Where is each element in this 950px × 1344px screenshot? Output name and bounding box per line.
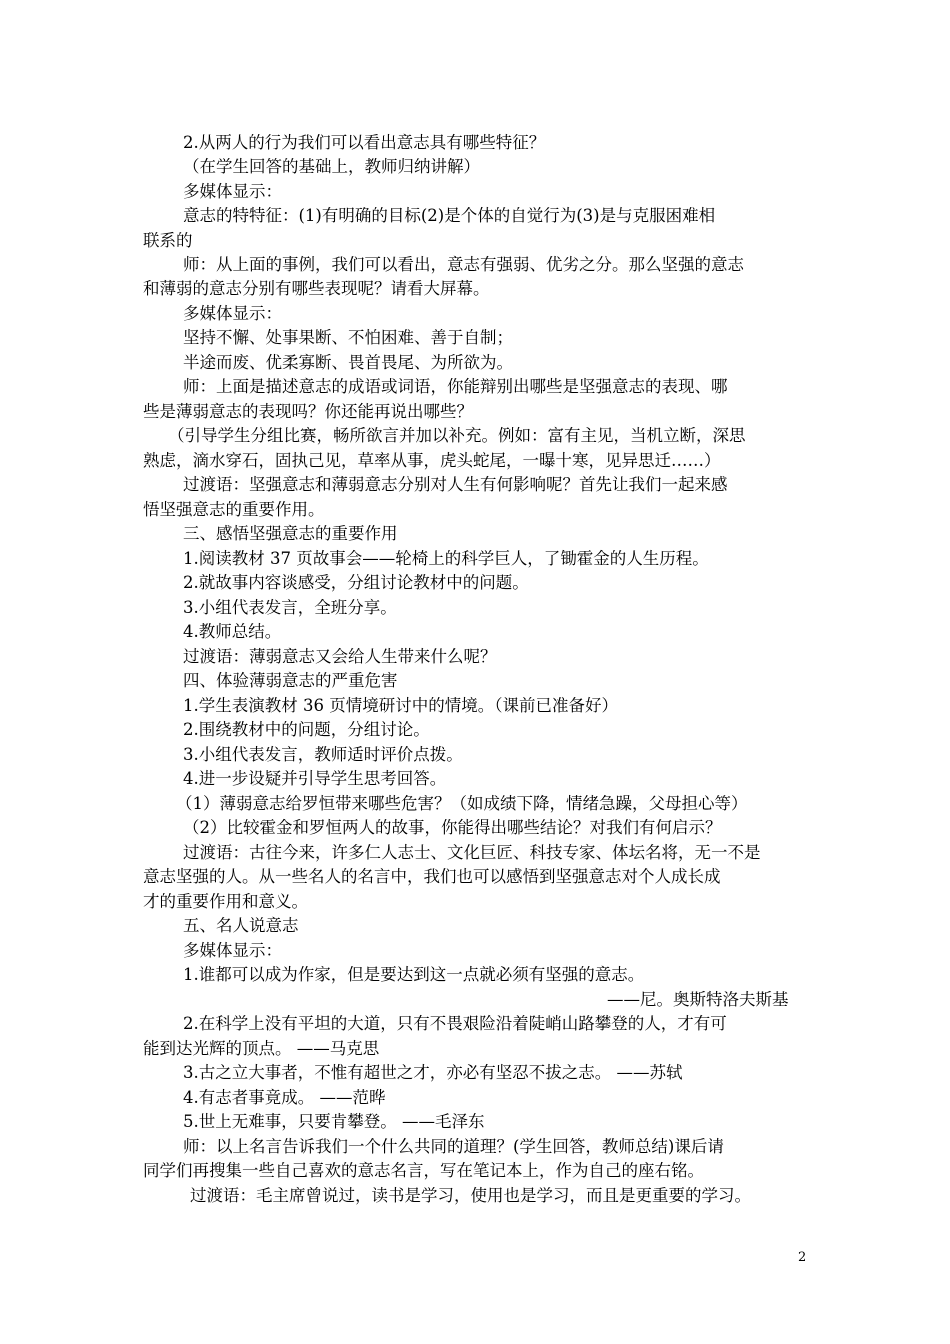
text-line: 1.谁都可以成为作家，但是要达到这一点就必须有坚强的意志。: [183, 965, 645, 984]
text-line: 意志坚强的人。从一些名人的名言中，我们也可以感悟到坚强意志对个人成长成: [143, 867, 721, 886]
text-line: 多媒体显示：: [183, 182, 282, 201]
text-line: 2.从两人的行为我们可以看出意志具有哪些特征？: [183, 133, 546, 152]
text-line: 3.古之立大事者，不惟有超世之才，亦必有坚忍不拔之志。 ——苏轼: [183, 1063, 683, 1082]
text-line: 5.世上无难事，只要肯攀登。 ——毛泽东: [183, 1112, 485, 1131]
text-line: 悟坚强意志的重要作用。: [143, 500, 325, 519]
text-line: 师：从上面的事例，我们可以看出，意志有强弱、优劣之分。那么坚强的意志: [183, 255, 744, 274]
text-line: （1）薄弱意志给罗恒带来哪些危害？（如成绩下降，情绪急躁，父母担心等）: [176, 794, 748, 813]
text-line: （在学生回答的基础上，教师归纳讲解）: [183, 157, 480, 176]
text-line: 才的重要作用和意义。: [143, 892, 308, 911]
text-line: 2.围绕教材中的问题，分组讨论。: [183, 720, 430, 739]
text-line: 半途而废、优柔寡断、畏首畏尾、为所欲为。: [183, 353, 513, 372]
text-line: 和薄弱的意志分别有哪些表现呢？请看大屏幕。: [143, 279, 490, 298]
text-line: 2.就故事内容谈感受，分组讨论教材中的问题。: [183, 573, 529, 592]
text-line: 3.小组代表发言，全班分享。: [183, 598, 397, 617]
text-line: 4.有志者事竟成。 ——范晔: [183, 1088, 386, 1107]
text-line: 4.进一步设疑并引导学生思考回答。: [183, 769, 447, 788]
text-line: 五、名人说意志: [183, 916, 299, 935]
text-line: 过渡语：古往今来，许多仁人志士、文化巨匠、科技专家、体坛名将，无一不是: [183, 843, 761, 862]
text-line: （引导学生分组比赛，畅所欲言并加以补充。例如：富有主见，当机立断，深思: [168, 426, 746, 445]
text-line: 意志的特特征：(1)有明确的目标(2)是个体的自觉行为(3)是与克服困难相: [183, 206, 716, 225]
text-line: 能到达光辉的顶点。 ——马克思: [143, 1039, 380, 1058]
text-line: 熟虑，滴水穿石，固执己见，草率从事，虎头蛇尾，一曝十寒，见异思迁……）: [143, 451, 721, 470]
text-line: 过渡语：薄弱意志又会给人生带来什么呢？: [183, 647, 497, 666]
text-line: 联系的: [143, 231, 193, 250]
text-line: 多媒体显示：: [183, 304, 282, 323]
page-number: 2: [798, 1250, 807, 1265]
text-line: 四、体验薄弱意志的严重危害: [183, 671, 398, 690]
text-line: 1.阅读教材 37 页故事会——轮椅上的科学巨人，了锄霍金的人生历程。: [183, 549, 709, 568]
text-line: （2）比较霍金和罗恒两人的故事，你能得出哪些结论？对我们有何启示？: [183, 818, 722, 837]
text-line: 过渡语：毛主席曾说过，读书是学习，使用也是学习，而且是更重要的学习。: [190, 1186, 751, 1205]
text-line: ——尼。奥斯特洛夫斯基: [607, 990, 789, 1009]
text-line: 3.小组代表发言，教师适时评价点拨。: [183, 745, 463, 764]
text-line: 些是薄弱意志的表现吗？你还能再说出哪些？: [143, 402, 473, 421]
text-line: 三、感悟坚强意志的重要作用: [183, 524, 398, 543]
text-line: 多媒体显示：: [183, 941, 282, 960]
text-line: 4.教师总结。: [183, 622, 282, 641]
text-line: 1.学生表演教材 36 页情境研讨中的情境。（课前已准备好）: [183, 696, 618, 715]
text-line: 坚持不懈、处事果断、不怕困难、善于自制；: [183, 328, 513, 347]
text-line: 师：以上名言告诉我们一个什么共同的道理？(学生回答，教师总结)课后请: [183, 1137, 724, 1156]
text-line: 2.在科学上没有平坦的大道，只有不畏艰险沿着陡峭山路攀登的人，才有可: [183, 1014, 727, 1033]
text-line: 同学们再搜集一些自己喜欢的意志名言，写在笔记本上，作为自己的座右铭。: [143, 1161, 704, 1180]
text-line: 过渡语：坚强意志和薄弱意志分别对人生有何影响呢？首先让我们一起来感: [183, 475, 728, 494]
text-line: 师：上面是描述意志的成语或词语，你能辩别出哪些是坚强意志的表现、哪: [183, 377, 728, 396]
